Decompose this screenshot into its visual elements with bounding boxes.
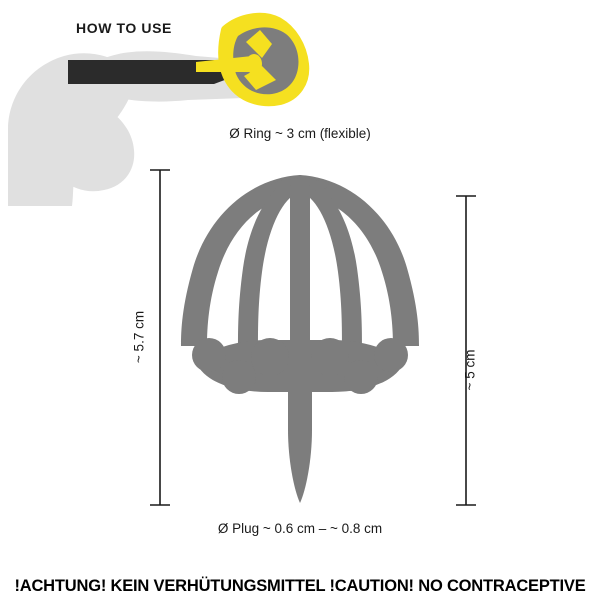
device-ring-bead	[246, 54, 262, 74]
right-dimension-label: ~ 5 cm	[462, 349, 478, 391]
how-to-use-label: HOW TO USE	[76, 20, 172, 36]
anatomy-illustration	[8, 18, 304, 206]
product-bead-2	[222, 360, 256, 394]
product-bead-3	[251, 338, 289, 376]
left-dimension-label: ~ 5.7 cm	[131, 310, 147, 364]
plug-dimension-caption: Ø Plug ~ 0.6 cm – ~ 0.8 cm	[217, 521, 383, 536]
product-bead-6	[374, 338, 408, 372]
product-plug-tip	[288, 360, 312, 503]
warning-text: !ACHTUNG! KEIN VERHÜTUNGSMITTEL !CAUTION! NO CONTRACEPTIVE	[14, 576, 586, 595]
product-bead-4	[311, 338, 349, 376]
product-bead-5	[344, 360, 378, 394]
left-dimension-line	[150, 170, 170, 505]
ring-dimension-caption: Ø Ring ~ 3 cm (flexible)	[229, 126, 371, 141]
product-illustration	[181, 175, 419, 503]
product-center-stem	[290, 178, 310, 368]
warning-bar	[0, 558, 600, 613]
product-bead-1	[192, 338, 226, 372]
